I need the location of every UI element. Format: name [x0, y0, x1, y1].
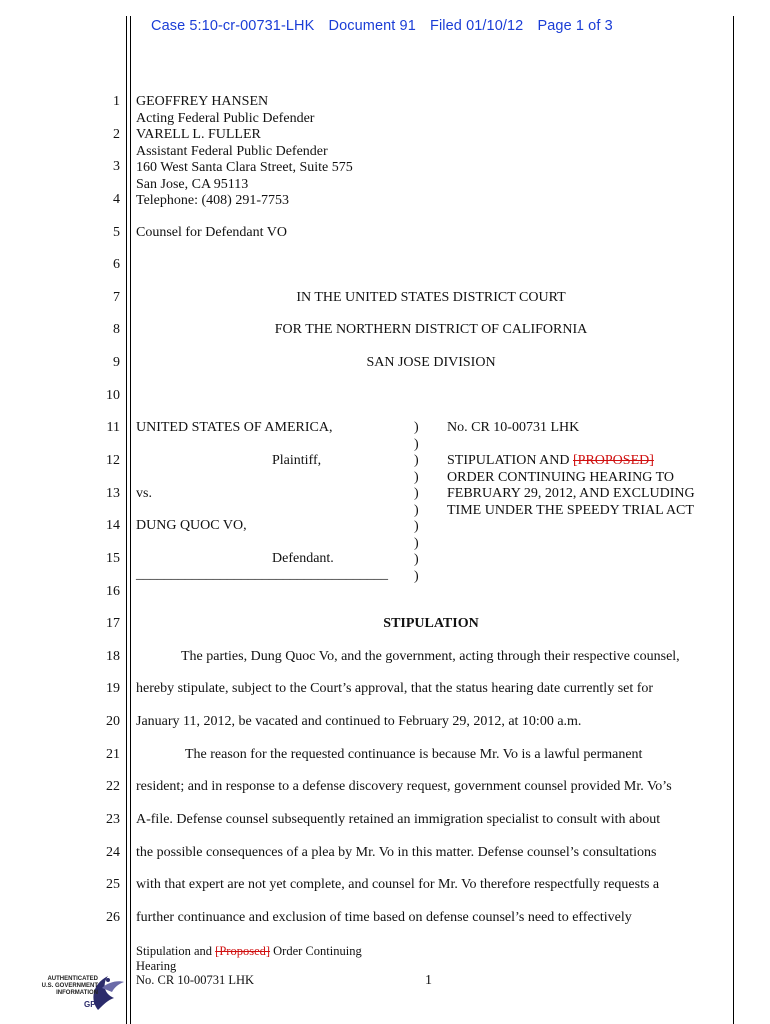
document-title-line: TIME UNDER THE SPEEDY TRIAL ACT [447, 502, 694, 518]
seal-mark: GPO [84, 1000, 102, 1009]
counsel-line: 160 West Santa Clara Street, Suite 575 [136, 160, 353, 175]
body-line: with that expert are not yet complete, and counsel for Mr. Vo therefore respectfully requests a [136, 877, 660, 892]
document-title [447, 453, 695, 519]
line-number: 13 [106, 486, 120, 501]
line-number: 23 [106, 812, 120, 827]
footer-line [136, 944, 362, 959]
stipulation-heading: STIPULATION [383, 616, 479, 631]
seal-line: INFORMATION [56, 990, 98, 996]
caption-parens [414, 420, 419, 585]
counsel-line: Acting Federal Public Defender [136, 110, 315, 126]
body-line: further continuance and exclusion of time based on defense counsel’s need to effectively [136, 910, 632, 925]
caption-paren: ) [414, 436, 419, 452]
document-title-line [447, 453, 695, 470]
caption-paren: ) [414, 453, 419, 468]
plaintiff-name: UNITED STATES OF AMERICA, [136, 420, 333, 435]
caption-paren: ) [414, 420, 419, 435]
footer-caption [136, 944, 362, 988]
document-title-line: FEBRUARY 29, 2012, AND EXCLUDING [447, 486, 695, 501]
header-page-count: Page 1 of 3 [537, 18, 613, 34]
caption-paren: ) [414, 469, 419, 485]
line-number: 3 [113, 159, 120, 174]
seal-line: AUTHENTICATED [47, 976, 98, 982]
plaintiff-role: Plaintiff, [272, 453, 322, 468]
line-number: 6 [113, 257, 120, 272]
caption-underline: ____________________________________ [136, 567, 388, 582]
body-line: January 11, 2012, be vacated and continued to February 29, 2012, at 10:00 a.m. [136, 714, 582, 729]
footer-suffix: Order Continuing [270, 944, 362, 958]
body-line: A-file. Defense counsel subsequently retained an immigration specialist to consult with about [136, 812, 661, 827]
body-line: the possible consequences of a plea by Mr. Vo in this matter. Defense counsel’s consultations [136, 845, 657, 860]
caption-paren: ) [414, 535, 419, 551]
line-number: 18 [106, 649, 120, 664]
body-line: hereby stipulate, subject to the Court’s approval, that the status hearing date currently set for [136, 681, 654, 696]
caption-paren: ) [414, 552, 419, 567]
document-title-line: ORDER CONTINUING HEARING TO [447, 469, 674, 485]
line-number: 1 [113, 94, 120, 109]
page-number: 1 [425, 973, 432, 988]
counsel-block [136, 94, 353, 210]
left-margin-rule-inner [130, 16, 131, 1024]
line-number: 9 [113, 355, 120, 370]
line-number: 25 [106, 877, 120, 892]
line-number: 11 [106, 420, 120, 435]
counsel-line: GEOFFREY HANSEN [136, 94, 269, 109]
line-number: 10 [106, 388, 120, 403]
case-number: No. CR 10-00731 LHK [447, 420, 580, 435]
line-number: 4 [113, 192, 120, 207]
seal-line: U.S. GOVERNMENT [41, 983, 98, 989]
line-number: 26 [106, 910, 120, 925]
line-number: 15 [106, 551, 120, 566]
caption-paren: ) [414, 568, 419, 584]
document-title-prefix: STIPULATION AND [447, 453, 573, 468]
defendant-role: Defendant. [272, 551, 334, 566]
line-number: 20 [106, 714, 120, 729]
line-number: 16 [106, 584, 120, 599]
versus: vs. [136, 486, 152, 501]
footer-line: No. CR 10-00731 LHK [136, 973, 255, 987]
line-number: 22 [106, 779, 120, 794]
counsel-line: Assistant Federal Public Defender [136, 143, 328, 159]
counsel-line: Telephone: (408) 291-7753 [136, 193, 289, 208]
court-division: SAN JOSE DIVISION [366, 355, 496, 370]
counsel-for: Counsel for Defendant VO [136, 225, 287, 240]
line-number: 17 [106, 616, 120, 631]
body-line: resident; and in response to a defense discovery request, government counsel provided Mr. Vo’s [136, 779, 672, 794]
filing-header [151, 18, 623, 34]
body-line: The parties, Dung Quoc Vo, and the government, acting through their respective counsel, [181, 649, 680, 664]
line-number: 12 [106, 453, 120, 468]
line-number: 8 [113, 322, 120, 337]
defendant-name: DUNG QUOC VO, [136, 518, 247, 533]
counsel-line: San Jose, CA 95113 [136, 176, 249, 192]
court-name: IN THE UNITED STATES DISTRICT COURT [296, 290, 566, 305]
line-number: 7 [113, 290, 120, 305]
caption-paren: ) [414, 486, 419, 501]
line-number: 21 [106, 747, 120, 762]
caption-paren: ) [414, 502, 419, 518]
left-margin-rule-outer [126, 16, 127, 1024]
footer-line: Hearing [136, 958, 177, 973]
header-document-number: Document 91 [328, 18, 416, 34]
footer-struck-proposed: [Proposed] [215, 944, 271, 958]
body-line: The reason for the requested continuance is because Mr. Vo is a lawful permanent [185, 747, 643, 762]
right-margin-rule [733, 16, 734, 1024]
struck-proposed: [PROPOSED] [573, 453, 654, 468]
line-number: 19 [106, 681, 120, 696]
line-number: 24 [106, 845, 120, 860]
line-number: 5 [113, 225, 120, 240]
footer-prefix: Stipulation and [136, 944, 216, 958]
header-case-number: Case 5:10-cr-00731-LHK [151, 18, 315, 34]
counsel-line: VARELL L. FULLER [136, 127, 261, 142]
line-number: 14 [106, 518, 120, 533]
court-district: FOR THE NORTHERN DISTRICT OF CALIFORNIA [274, 322, 588, 337]
line-number: 2 [113, 127, 120, 142]
header-filed-date: Filed 01/10/12 [430, 18, 524, 34]
caption-paren: ) [414, 519, 419, 534]
gpo-authentication-seal [28, 970, 128, 1016]
